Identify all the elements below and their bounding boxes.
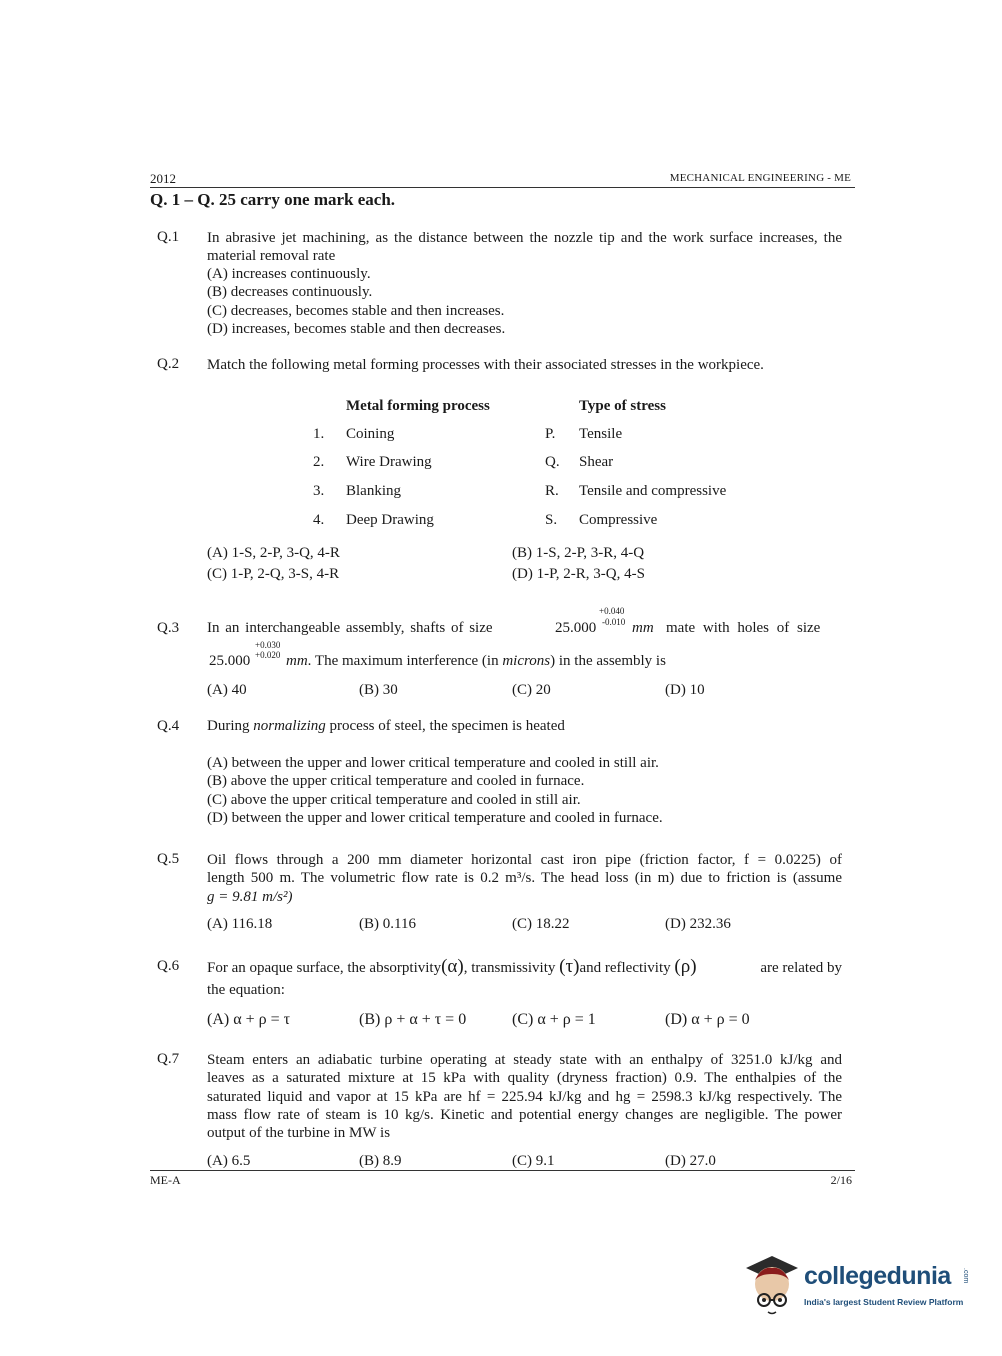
q5-line3: g = 9.81 m/s²) bbox=[207, 888, 293, 905]
q5-option-b: (B) 0.116 bbox=[359, 916, 416, 932]
q3-line1b: mate with holes of size bbox=[666, 620, 821, 636]
q1-option-c: (C) decreases, becomes stable and then increases. bbox=[207, 302, 505, 319]
q6-line1 bbox=[207, 956, 842, 978]
q6-rho: (ρ) bbox=[674, 956, 697, 977]
q4-number: Q.4 bbox=[157, 718, 180, 734]
q6-option-a: (A) α + ρ = τ bbox=[207, 1011, 291, 1028]
footer-page: 2/16 bbox=[830, 1173, 852, 1187]
q6-text-a: For an opaque surface, the absorptivity bbox=[207, 960, 442, 976]
q2-row-letter: Q. bbox=[545, 454, 560, 470]
header-rule bbox=[150, 187, 855, 188]
q5-option-a: (A) 116.18 bbox=[207, 916, 273, 932]
q3-option-c: (C) 20 bbox=[512, 682, 551, 698]
q6-number: Q.6 bbox=[157, 958, 180, 974]
q1-number: Q.1 bbox=[157, 229, 180, 245]
q2-option-d: (D) 1-P, 2-R, 3-Q, 4-S bbox=[512, 566, 645, 582]
q1-options bbox=[207, 265, 505, 338]
q2-option-b: (B) 1-S, 2-P, 3-R, 4-Q bbox=[512, 545, 645, 561]
q2-row-letter: P. bbox=[545, 426, 556, 442]
q2-row-process: Wire Drawing bbox=[346, 454, 432, 470]
q3-line2a: . The maximum interference (in bbox=[307, 653, 499, 669]
q6-line1a bbox=[207, 956, 697, 978]
q6-tau: (τ) bbox=[559, 956, 580, 977]
q7-text bbox=[207, 1051, 842, 1142]
q1-option-b: (B) decreases continuously. bbox=[207, 284, 373, 301]
q2-row-process: Blanking bbox=[346, 483, 401, 499]
q4-text bbox=[207, 718, 565, 735]
q6-text-d: are related by bbox=[760, 960, 842, 976]
q3-option-d: (D) 10 bbox=[665, 682, 705, 698]
q1-option-d: (D) increases, becomes stable and then decreases. bbox=[207, 320, 506, 337]
q5-line1: Oil flows through a 200 mm diameter horizontal cast iron pipe (friction factor, f = 0.0225) of bbox=[207, 852, 842, 868]
q4-text-a: During bbox=[207, 718, 250, 734]
q5-option-c: (C) 18.22 bbox=[512, 916, 570, 932]
q3-shaft-size: 25.000 bbox=[555, 620, 597, 636]
logo-name: collegedunia bbox=[804, 1262, 951, 1290]
q7-line4: mass flow rate of steam is 10 kg/s. Kinetic and potential energy changes are negligible. The power bbox=[207, 1106, 842, 1123]
q3-hole-size: 25.000 bbox=[209, 653, 251, 669]
q3-line2 bbox=[286, 653, 666, 670]
q2-row-process: Deep Drawing bbox=[346, 512, 434, 528]
q5-option-d: (D) 232.36 bbox=[665, 916, 731, 932]
q2-row-num: 3. bbox=[313, 483, 325, 499]
q3-option-a: (A) 40 bbox=[207, 682, 247, 698]
q4-options bbox=[207, 754, 663, 827]
q2-option-a: (A) 1-S, 2-P, 3-Q, 4-R bbox=[207, 545, 340, 561]
footer-rule bbox=[150, 1170, 855, 1171]
q1-text: In abrasive jet machining, as the distance between the nozzle tip and the work surface increases, the material removal rate bbox=[207, 230, 842, 265]
q6-line2: the equation: bbox=[207, 982, 285, 998]
q2-col1-header: Metal forming process bbox=[346, 398, 490, 414]
q3-unit2: mm bbox=[286, 653, 308, 669]
q2-text: Match the following metal forming processes with their associated stresses in the workpiece. bbox=[207, 357, 764, 373]
q3-hole-upper: +0.030 bbox=[255, 640, 281, 650]
section-title: Q. 1 – Q. 25 carry one mark each. bbox=[150, 190, 396, 209]
q2-row-letter: R. bbox=[545, 483, 559, 499]
q5-text bbox=[207, 851, 842, 906]
q4-option-a: (A) between the upper and lower critical temperature and cooled in still air. bbox=[207, 755, 659, 771]
q7-option-a: (A) 6.5 bbox=[207, 1153, 251, 1169]
q2-row-letter: S. bbox=[545, 512, 558, 528]
q4-text-b: normalizing bbox=[253, 718, 326, 734]
q4-text-c: process of steel, the specimen is heated bbox=[329, 718, 565, 734]
q3-shaft-upper: +0.040 bbox=[599, 606, 625, 616]
q2-number: Q.2 bbox=[157, 356, 180, 372]
q2-row-stress: Tensile and compressive bbox=[579, 483, 727, 499]
q2-row-num: 2. bbox=[313, 454, 325, 470]
q2-option-c: (C) 1-P, 2-Q, 3-S, 4-R bbox=[207, 566, 340, 582]
q5-line2: length 500 m. The volumetric flow rate is 0.2 m³/s. The head loss (in m) due to friction is (assume bbox=[207, 870, 842, 887]
q3-number: Q.3 bbox=[157, 620, 180, 636]
q4-option-c: (C) above the upper critical temperature and cooled in still air. bbox=[207, 791, 581, 808]
q7-line3: saturated liquid and vapor at 15 kPa are hf = 225.94 kJ/kg and hg = 2598.3 kJ/kg respectively. The bbox=[207, 1088, 842, 1105]
q3-line1a: In an interchangeable assembly, shafts of size bbox=[207, 620, 493, 636]
q3-hole-lower: +0.020 bbox=[255, 650, 281, 660]
q4-option-b: (B) above the upper critical temperature and cooled in furnace. bbox=[207, 773, 585, 790]
q2-row-stress: Compressive bbox=[579, 512, 658, 528]
q5-number: Q.5 bbox=[157, 851, 180, 867]
q7-line1: Steam enters an adiabatic turbine operating at steady state with an enthalpy of 3251.0 kJ/kg and bbox=[207, 1052, 842, 1068]
q3-microns: microns bbox=[502, 653, 551, 669]
q7-line5: output of the turbine in MW is bbox=[207, 1125, 391, 1142]
q2-row-stress: Tensile bbox=[579, 426, 623, 442]
q3-unit: mm bbox=[632, 620, 654, 636]
q2-row-num: 4. bbox=[313, 512, 325, 528]
q6-text-c: and reflectivity bbox=[579, 960, 671, 976]
q7-option-b: (B) 8.9 bbox=[359, 1153, 402, 1169]
collegedunia-mascot-icon bbox=[742, 1250, 802, 1320]
q2-row-num: 1. bbox=[313, 426, 325, 442]
q3-line2c: ) in the assembly is bbox=[550, 653, 666, 669]
q2-row-stress: Shear bbox=[579, 454, 614, 470]
q3-shaft-lower: -0.010 bbox=[602, 617, 626, 627]
q7-option-c: (C) 9.1 bbox=[512, 1153, 555, 1169]
q2-col2-header: Type of stress bbox=[579, 398, 666, 414]
q4-option-d: (D) between the upper and lower critical temperature and cooled in furnace. bbox=[207, 809, 663, 826]
header-subject: MECHANICAL ENGINEERING - ME bbox=[669, 172, 851, 184]
q7-number: Q.7 bbox=[157, 1051, 180, 1067]
q3-option-b: (B) 30 bbox=[359, 682, 398, 698]
q1-option-a: (A) increases continuously. bbox=[207, 266, 371, 282]
header-year: 2012 bbox=[150, 171, 176, 186]
q7-line2: leaves as a saturated mixture at 15 kPa with quality (dryness fraction) 0.9. The enthalpies of the bbox=[207, 1070, 842, 1087]
logo-tagline: India's largest Student Review Platform bbox=[804, 1297, 964, 1307]
q6-alpha: (α) bbox=[441, 956, 464, 977]
q6-option-c: (C) α + ρ = 1 bbox=[512, 1011, 596, 1028]
q2-row-process: Coining bbox=[346, 426, 395, 442]
q6-text-b: , transmissivity bbox=[463, 960, 556, 976]
q7-option-d: (D) 27.0 bbox=[665, 1153, 716, 1169]
footer-code: ME-A bbox=[150, 1173, 181, 1187]
logo-suffix: .com bbox=[962, 1268, 969, 1284]
q6-option-d: (D) α + ρ = 0 bbox=[665, 1011, 750, 1028]
q6-option-b: (B) ρ + α + τ = 0 bbox=[359, 1011, 467, 1028]
